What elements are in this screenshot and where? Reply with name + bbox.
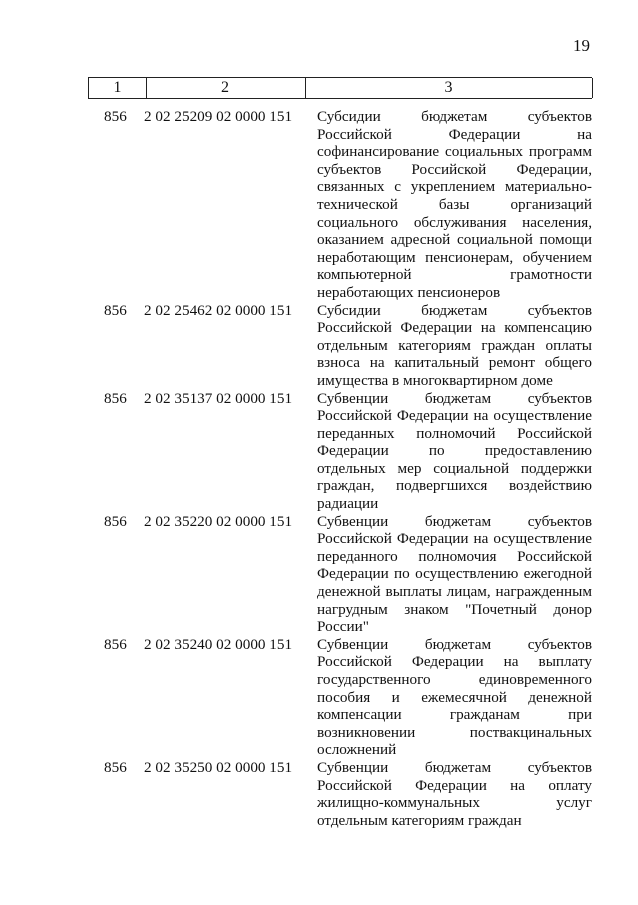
name-line: переданного полномочия Российской	[317, 547, 592, 565]
budget-codes-table	[88, 77, 592, 829]
name-line: радиации	[317, 495, 379, 513]
budget-code-cell: 2 02 35240 02 0000 151	[144, 635, 293, 653]
name-line: неработающим пенсионерам, обучением	[317, 248, 592, 266]
revenue-name-cell	[317, 390, 592, 513]
name-line: компьютерной грамотности	[317, 266, 592, 284]
name-line: нагрудным знаком "Почетный донор	[317, 600, 592, 618]
name-line: имущества в многоквартирном доме	[317, 371, 553, 389]
name-line: переданных полномочий Российской	[317, 424, 592, 442]
header-col-2: 2	[145, 78, 306, 98]
name-line: Субвенции бюджетам субъектов	[317, 635, 592, 653]
table-row	[88, 636, 592, 759]
revenue-name-cell	[317, 636, 592, 759]
name-line: России"	[317, 618, 369, 636]
name-line: Субвенции бюджетам субъектов	[317, 758, 592, 776]
admin-code-cell: 856	[104, 389, 127, 407]
name-line: Российской Федерации на компенсацию	[317, 319, 592, 337]
name-line: технической базы организаций	[317, 195, 592, 213]
table-row	[88, 108, 592, 302]
table-row	[88, 759, 592, 829]
page-number: 19	[573, 36, 590, 55]
budget-code-cell: 2 02 35137 02 0000 151	[144, 389, 293, 407]
table-row	[88, 302, 592, 390]
name-line: Российской Федерации на выплату	[317, 653, 592, 671]
name-line: возникновении поствакцинальных	[317, 723, 592, 741]
name-line: Российской Федерации на осуществление	[317, 530, 592, 548]
name-line: денежной выплаты лицам, награжденным	[317, 583, 592, 601]
revenue-name-cell	[317, 302, 592, 390]
name-line: софинансирование социальных программ	[317, 143, 592, 161]
name-line: отдельных мер социальной поддержки	[317, 459, 592, 477]
name-line: Российской Федерации на осуществление	[317, 407, 592, 425]
table-row	[88, 513, 592, 636]
name-line: пособия и ежемесячной денежной	[317, 688, 592, 706]
name-line: неработающих пенсионеров	[317, 283, 501, 301]
name-line: связанных с укреплением материально-	[317, 178, 592, 196]
name-line: Субсидии бюджетам субъектов	[317, 108, 592, 125]
name-line: социального обслуживания населения,	[317, 213, 592, 231]
name-line: взноса на капитальный ремонт общего	[317, 354, 592, 372]
name-line: осложнений	[317, 741, 397, 759]
budget-code-cell: 2 02 35250 02 0000 151	[144, 758, 293, 776]
admin-code-cell: 856	[104, 758, 127, 776]
name-line: отдельным категориям граждан	[317, 811, 522, 829]
admin-code-cell: 856	[104, 301, 127, 319]
header-col-3: 3	[305, 78, 593, 98]
budget-code-cell: 2 02 25209 02 0000 151	[144, 108, 293, 125]
name-line: Российской Федерации на	[317, 125, 592, 143]
name-line: государственного единовременного	[317, 671, 592, 688]
name-line: субъектов Российской Федерации,	[317, 160, 592, 178]
revenue-name-cell	[317, 513, 592, 636]
revenue-name-cell	[317, 108, 592, 302]
budget-code-cell: 2 02 35220 02 0000 151	[144, 512, 293, 530]
name-line: оказанием адресной социальной помощи	[317, 231, 592, 249]
name-line: Субвенции бюджетам субъектов	[317, 512, 592, 530]
name-line: Российской Федерации на оплату	[317, 776, 592, 794]
table-row	[88, 390, 592, 513]
admin-code-cell: 856	[104, 635, 127, 653]
table-header-row	[88, 77, 592, 99]
admin-code-cell: 856	[104, 512, 127, 530]
name-line: жилищно-коммунальных услуг	[317, 794, 592, 812]
header-col-1: 1	[88, 78, 147, 98]
name-line: Федерации по осуществлению ежегодной	[317, 565, 592, 583]
name-line: компенсации гражданам при	[317, 706, 592, 724]
name-line: Субвенции бюджетам субъектов	[317, 389, 592, 407]
admin-code-cell: 856	[104, 108, 127, 125]
name-line: отдельным категориям граждан оплаты	[317, 336, 592, 354]
table-body	[88, 108, 592, 829]
budget-code-cell: 2 02 25462 02 0000 151	[144, 301, 293, 319]
name-line: Субсидии бюджетам субъектов	[317, 301, 592, 319]
name-line: Федерации по предоставлению	[317, 442, 592, 460]
revenue-name-cell	[317, 759, 592, 829]
name-line: граждан, подвергшихся воздействию	[317, 477, 592, 495]
